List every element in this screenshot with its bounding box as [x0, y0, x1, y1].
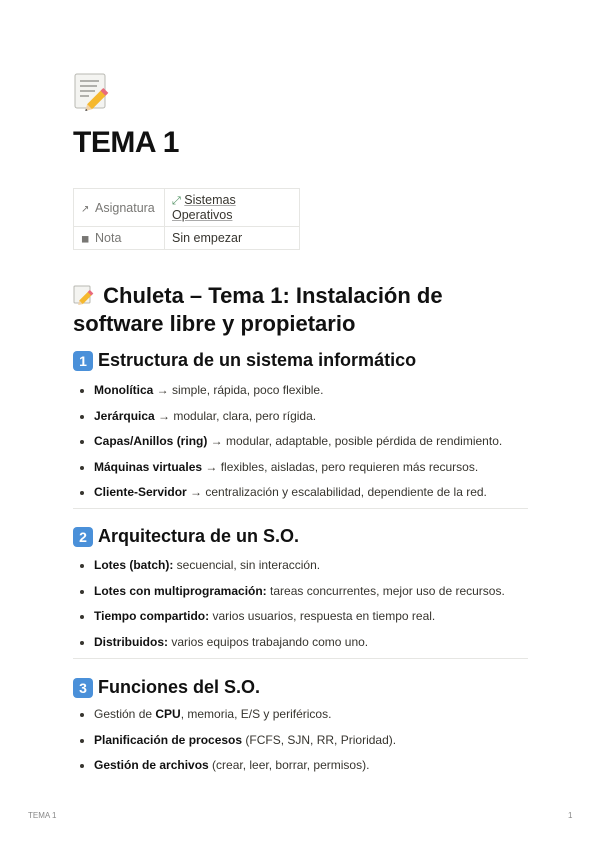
- list-item: Gestión de archivos (crear, leer, borrar, permisos).: [94, 753, 549, 779]
- list-item: Tiempo compartido: varios usuarios, respuesta en tiempo real.: [94, 604, 549, 630]
- list-item: Jerárquica → modular, clara, pero rígida.: [94, 404, 549, 430]
- list-item: Cliente-Servidor → centralización y escalabilidad, dependiente de la red.: [94, 480, 549, 506]
- section-heading: 1 Estructura de un sistema informático: [73, 350, 416, 371]
- bullet-list: [73, 702, 549, 779]
- list-item: Distribuidos: varios equipos trabajando como uno.: [94, 630, 549, 656]
- property-key: ↗ Asignatura: [74, 189, 165, 227]
- list-item: Capas/Anillos (ring) → modular, adaptable, posible pérdida de rendimiento.: [94, 429, 549, 455]
- sistemas-operativos-link-icon: ⤢: [172, 195, 181, 207]
- property-row: [74, 189, 300, 227]
- divider: [73, 658, 528, 659]
- list-item: Lotes (batch): secuencial, sin interacción.: [94, 553, 549, 579]
- property-key: ◼ Nota: [74, 227, 165, 250]
- keycap-number-icon: 2: [73, 527, 93, 547]
- bullet-list: [73, 553, 549, 655]
- arrow-up-right-icon: ↗: [81, 203, 90, 215]
- list-item: Planificación de procesos (FCFS, SJN, RR, Prioridad).: [94, 728, 549, 754]
- bullet-list: [73, 378, 549, 506]
- divider: [73, 508, 528, 509]
- property-value[interactable]: [165, 189, 300, 227]
- page-title: TEMA 1: [73, 126, 179, 159]
- section-heading: 3 Funciones del S.O.: [73, 677, 260, 698]
- list-item: Monolítica → simple, rápida, poco flexible.: [94, 378, 549, 404]
- footer-title: TEMA 1: [28, 811, 57, 820]
- properties-table: [73, 188, 300, 250]
- list-item: Lotes con multiprogramación: tareas concurrentes, mejor uso de recursos.: [94, 579, 549, 605]
- cheatsheet-heading: Chuleta – Tema 1: Instalación de software libre y propietario: [73, 283, 443, 336]
- keycap-number-icon: 1: [73, 351, 93, 371]
- page-number: 1: [568, 811, 573, 820]
- property-row: [74, 227, 300, 250]
- status-icon: ◼: [81, 234, 90, 245]
- list-item: Gestión de CPU, memoria, E/S y periféricos.: [94, 702, 549, 728]
- keycap-number-icon: 3: [73, 678, 93, 698]
- relation-link[interactable]: Sistemas Operativos: [172, 193, 236, 222]
- list-item: Máquinas virtuales → flexibles, aisladas, pero requieren más recursos.: [94, 455, 549, 481]
- section-heading: 2 Arquitectura de un S.O.: [73, 526, 299, 547]
- property-value[interactable]: Sin empezar: [165, 227, 300, 250]
- memo-pencil-icon: [73, 72, 113, 114]
- memo-pencil-icon: [73, 283, 97, 305]
